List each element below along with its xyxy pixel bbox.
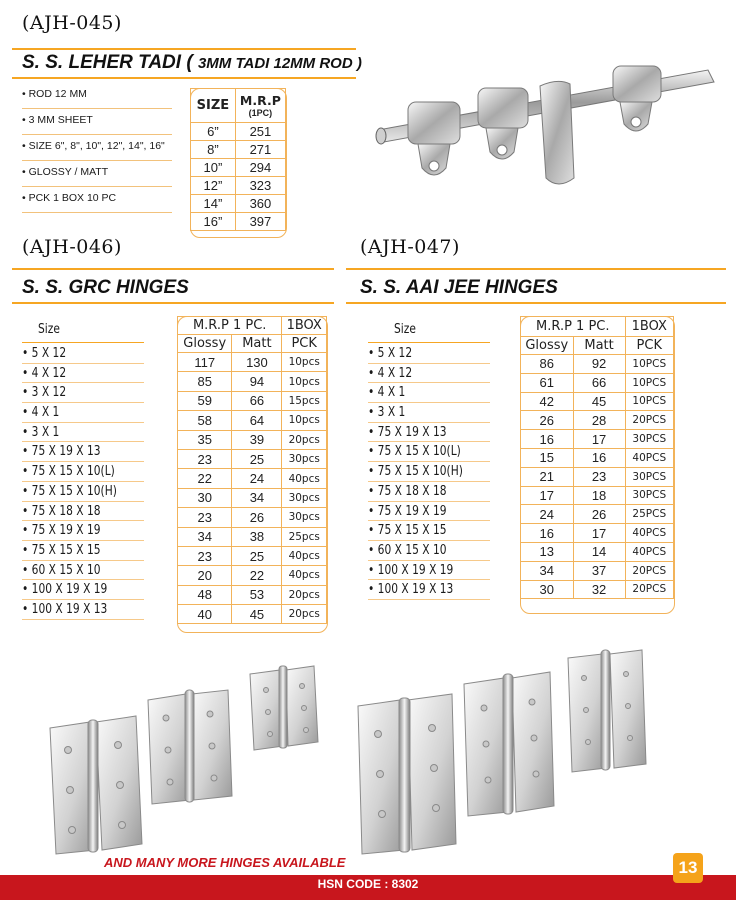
- feature-item: • SIZE 6", 8", 10", 12", 14", 16": [22, 135, 172, 161]
- list-item: • 60 X 15 X 10: [368, 541, 490, 561]
- list-item: • 75 X 15 X 15: [368, 521, 490, 541]
- matt-price-cell: 22: [232, 566, 282, 585]
- glossy-price-cell: 30: [521, 580, 574, 599]
- glossy-price-cell: 26: [521, 411, 574, 430]
- pack-cell: 40pcs: [282, 469, 327, 488]
- section-rule: [12, 268, 334, 270]
- matt-price-cell: 24: [232, 469, 282, 488]
- grc-hinges-image: [40, 650, 340, 860]
- list-item: • 75 X 15 X 15: [22, 541, 144, 561]
- pack-cell: 40PCS: [625, 448, 673, 467]
- matt-price-cell: 25: [232, 449, 282, 468]
- pack-cell: 10PCS: [625, 373, 673, 392]
- list-item: • 3 X 1: [22, 423, 144, 443]
- glossy-price-cell: 86: [521, 355, 574, 374]
- section-rule: [346, 302, 726, 304]
- feature-item: • 3 MM SHEET: [22, 109, 172, 135]
- glossy-price-cell: 23: [178, 546, 232, 565]
- pack-cell: 10pcs: [282, 411, 327, 430]
- product-title-ajh045: [22, 52, 362, 74]
- list-item: • 60 X 15 X 10: [22, 561, 144, 581]
- matt-price-cell: 25: [232, 546, 282, 565]
- list-item: • 4 X 12: [368, 364, 490, 384]
- table-row: [178, 488, 327, 507]
- table-row: [178, 508, 327, 527]
- list-item: • 3 X 1: [368, 403, 490, 423]
- matt-price-cell: 28: [573, 411, 625, 430]
- table-row: 16” 397: [191, 213, 286, 231]
- list-item: • 75 X 15 X 10(H): [368, 462, 490, 482]
- page-number-badge: 13: [673, 853, 703, 883]
- table-row: [178, 605, 327, 624]
- pack-cell: 10pcs: [282, 372, 327, 391]
- matt-price-cell: 37: [573, 561, 625, 580]
- list-item: • 75 X 18 X 18: [22, 502, 144, 522]
- size-label: Size: [38, 322, 60, 337]
- matt-price-cell: 23: [573, 467, 625, 486]
- list-item: • 75 X 15 X 10(L): [368, 442, 490, 462]
- list-item: • 3 X 12: [22, 383, 144, 403]
- pack-cell: 10pcs: [282, 353, 327, 372]
- title-sub: 3MM TADI 12MM ROD ): [197, 55, 362, 72]
- glossy-price-cell: 24: [521, 505, 574, 524]
- table-row: [521, 542, 674, 561]
- list-item: • 4 X 1: [368, 383, 490, 403]
- glossy-price-cell: 58: [178, 411, 232, 430]
- matt-header: Matt: [232, 335, 282, 353]
- hsn-code: HSN CODE : 8302: [317, 877, 419, 891]
- divider: [368, 342, 490, 343]
- list-item: • 75 X 18 X 18: [368, 482, 490, 502]
- matt-header: Matt: [573, 337, 625, 355]
- matt-price-cell: 66: [573, 373, 625, 392]
- table-row: [521, 392, 674, 411]
- table-row: [521, 430, 674, 449]
- glossy-price-cell: 16: [521, 430, 574, 449]
- table-row: [521, 411, 674, 430]
- table-row: 14” 360: [191, 195, 286, 213]
- pack-cell: 30PCS: [625, 430, 673, 449]
- list-item: • 4 X 1: [22, 403, 144, 423]
- box-header: 1BOX: [282, 317, 327, 335]
- list-item: • 75 X 15 X 10(H): [22, 482, 144, 502]
- divider: [22, 342, 144, 343]
- table-row: [521, 448, 674, 467]
- matt-price-cell: 92: [573, 355, 625, 374]
- table-row: 10” 294: [191, 159, 286, 177]
- glossy-price-cell: 23: [178, 508, 232, 527]
- glossy-price-cell: 22: [178, 469, 232, 488]
- table-row: [178, 469, 327, 488]
- glossy-price-cell: 42: [521, 392, 574, 411]
- section-rule: [12, 77, 356, 79]
- mrp-header: M.R.P 1 PC.: [521, 317, 626, 337]
- table-row: [521, 373, 674, 392]
- list-item: • 100 X 19 X 13: [22, 600, 144, 620]
- matt-price-cell: 53: [232, 585, 282, 604]
- glossy-price-cell: 17: [521, 486, 574, 505]
- box-header: 1BOX: [625, 317, 673, 337]
- glossy-header: Glossy: [521, 337, 574, 355]
- matt-price-cell: 32: [573, 580, 625, 599]
- table-row: [178, 566, 327, 585]
- section-rule: [12, 48, 356, 50]
- table-row: [178, 546, 327, 565]
- price-table-ajh045: [190, 88, 286, 231]
- glossy-price-cell: 20: [178, 566, 232, 585]
- table-row: [178, 449, 327, 468]
- pack-cell: 20pcs: [282, 605, 327, 624]
- table-row: [178, 391, 327, 410]
- feature-list-ajh045: [22, 83, 172, 213]
- matt-price-cell: 34: [232, 488, 282, 507]
- table-row: [178, 430, 327, 449]
- mrp-header: M.R.P (1PC): [235, 89, 285, 123]
- glossy-price-cell: 40: [178, 605, 232, 624]
- table-row: [178, 353, 327, 372]
- table-row: 12” 323: [191, 177, 286, 195]
- table-row: [521, 486, 674, 505]
- list-item: • 75 X 19 X 19: [22, 521, 144, 541]
- size-list-ajh047: [368, 344, 490, 600]
- list-item: • 75 X 15 X 10(L): [22, 462, 144, 482]
- list-item: • 75 X 19 X 13: [22, 442, 144, 462]
- more-hinges-note: AND MANY MORE HINGES AVAILABLE: [104, 855, 346, 870]
- pack-cell: 40PCS: [625, 524, 673, 543]
- glossy-price-cell: 16: [521, 524, 574, 543]
- matt-price-cell: 64: [232, 411, 282, 430]
- pack-cell: 20PCS: [625, 411, 673, 430]
- product-code-ajh047: (AJH-047): [360, 236, 460, 258]
- list-item: • 75 X 19 X 19: [368, 502, 490, 522]
- glossy-price-cell: 34: [178, 527, 232, 546]
- table-row: [521, 467, 674, 486]
- table-row: 6” 251: [191, 123, 286, 141]
- list-item: • 75 X 19 X 13: [368, 423, 490, 443]
- matt-price-cell: 45: [573, 392, 625, 411]
- matt-price-cell: 39: [232, 430, 282, 449]
- product-title-ajh046: S. S. GRC HINGES: [22, 277, 189, 298]
- product-code-ajh046: (AJH-046): [22, 236, 122, 258]
- table-row: [521, 580, 674, 599]
- glossy-price-cell: 15: [521, 448, 574, 467]
- table-row: [521, 561, 674, 580]
- matt-price-cell: 26: [232, 508, 282, 527]
- aai-jee-hinges-image: [352, 644, 682, 856]
- glossy-header: Glossy: [178, 335, 232, 353]
- title-main: S. S. LEHER TADI (: [22, 52, 193, 73]
- glossy-price-cell: 23: [178, 449, 232, 468]
- table-row: [521, 524, 674, 543]
- price-table-ajh047: [520, 316, 674, 599]
- glossy-price-cell: 48: [178, 585, 232, 604]
- matt-price-cell: 16: [573, 448, 625, 467]
- table-row: [178, 527, 327, 546]
- list-item: • 5 X 12: [22, 344, 144, 364]
- pck-header: PCK: [625, 337, 673, 355]
- matt-price-cell: 14: [573, 542, 625, 561]
- product-title-ajh047: S. S. AAI JEE HINGES: [360, 277, 558, 298]
- pack-cell: 10PCS: [625, 392, 673, 411]
- pack-cell: 20pcs: [282, 430, 327, 449]
- table-row: [521, 355, 674, 374]
- feature-item: • GLOSSY / MATT: [22, 161, 172, 187]
- glossy-price-cell: 34: [521, 561, 574, 580]
- size-header: SIZE: [191, 89, 236, 123]
- list-item: • 100 X 19 X 19: [22, 580, 144, 600]
- product-code-ajh045: (AJH-045): [22, 12, 122, 34]
- pack-cell: 20PCS: [625, 580, 673, 599]
- feature-item: • PCK 1 BOX 10 PC: [22, 187, 172, 213]
- tower-bolt-image: [368, 58, 724, 212]
- pack-cell: 30pcs: [282, 449, 327, 468]
- list-item: • 100 X 19 X 19: [368, 561, 490, 581]
- glossy-price-cell: 117: [178, 353, 232, 372]
- glossy-price-cell: 21: [521, 467, 574, 486]
- size-label: Size: [394, 322, 416, 337]
- matt-price-cell: 130: [232, 353, 282, 372]
- list-item: • 5 X 12: [368, 344, 490, 364]
- matt-price-cell: 17: [573, 524, 625, 543]
- glossy-price-cell: 13: [521, 542, 574, 561]
- pack-cell: 30PCS: [625, 486, 673, 505]
- pack-cell: 25pcs: [282, 527, 327, 546]
- table-row: [521, 505, 674, 524]
- pack-cell: 30PCS: [625, 467, 673, 486]
- table-row: [178, 585, 327, 604]
- pck-header: PCK: [282, 335, 327, 353]
- matt-price-cell: 26: [573, 505, 625, 524]
- pack-cell: 20PCS: [625, 561, 673, 580]
- pack-cell: 40pcs: [282, 566, 327, 585]
- matt-price-cell: 38: [232, 527, 282, 546]
- list-item: • 4 X 12: [22, 364, 144, 384]
- list-item: • 100 X 19 X 13: [368, 580, 490, 600]
- table-row: [178, 372, 327, 391]
- pack-cell: 15pcs: [282, 391, 327, 410]
- pack-cell: 30pcs: [282, 488, 327, 507]
- pack-cell: 20pcs: [282, 585, 327, 604]
- glossy-price-cell: 85: [178, 372, 232, 391]
- feature-item: • ROD 12 MM: [22, 83, 172, 109]
- glossy-price-cell: 59: [178, 391, 232, 410]
- matt-price-cell: 94: [232, 372, 282, 391]
- pack-cell: 25PCS: [625, 505, 673, 524]
- mrp-header: M.R.P 1 PC.: [178, 317, 282, 335]
- size-list-ajh046: [22, 344, 144, 620]
- pack-cell: 30pcs: [282, 508, 327, 527]
- price-table-ajh046: [177, 316, 327, 624]
- matt-price-cell: 45: [232, 605, 282, 624]
- glossy-price-cell: 35: [178, 430, 232, 449]
- table-row: [178, 411, 327, 430]
- table-row: 8” 271: [191, 141, 286, 159]
- pack-cell: 10PCS: [625, 355, 673, 374]
- pack-cell: 40PCS: [625, 542, 673, 561]
- matt-price-cell: 17: [573, 430, 625, 449]
- glossy-price-cell: 30: [178, 488, 232, 507]
- glossy-price-cell: 61: [521, 373, 574, 392]
- matt-price-cell: 66: [232, 391, 282, 410]
- matt-price-cell: 18: [573, 486, 625, 505]
- pack-cell: 40pcs: [282, 546, 327, 565]
- section-rule: [12, 302, 334, 304]
- section-rule: [346, 268, 726, 270]
